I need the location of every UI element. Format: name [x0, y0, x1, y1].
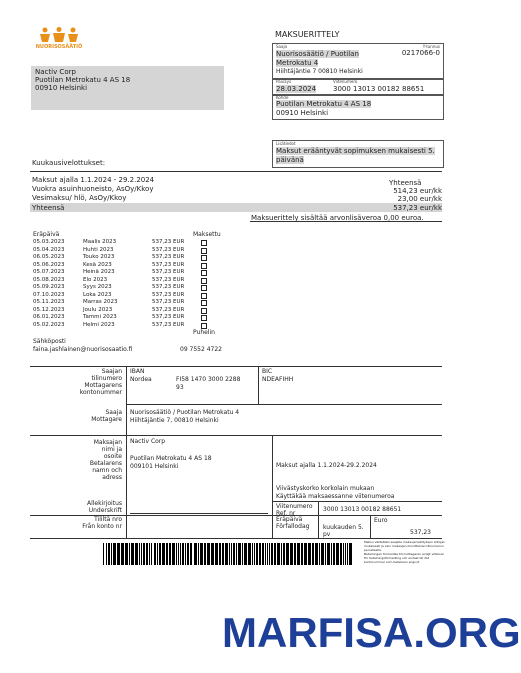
barcode-bar [157, 543, 158, 565]
logo-figures-icon [39, 27, 79, 43]
installment-amount: 537,23 EUR [152, 284, 185, 290]
schedule-row [33, 277, 223, 284]
barcode-bar [256, 543, 258, 565]
due-value [323, 524, 364, 538]
due-date: 05.09.2023 [33, 284, 65, 290]
schedule-row [33, 239, 223, 246]
due-date: 05.06.2023 [33, 261, 65, 268]
reference-number: 3000 13013 00182 88651 [333, 85, 425, 93]
fineprint-line: kontonummer som betalaren angivit. [364, 560, 420, 564]
sender-label: Saaja [276, 44, 288, 49]
barcode-bar [286, 543, 289, 565]
schedule-row [33, 269, 223, 276]
barcode-bar [108, 543, 110, 565]
notes-label: Lisätiedot [276, 141, 296, 146]
barcode-bar [308, 543, 311, 565]
barcode-bar [166, 543, 168, 565]
iban-label: IBAN [130, 368, 145, 375]
due-date: 05.11.2023 [33, 299, 65, 305]
contact-email: faina.jashlainen@nuorisosaatio.fi [33, 346, 133, 353]
billing-month: Maalis 2023 [83, 239, 117, 245]
summary-heading: Kuukausivelottukset: [32, 159, 106, 167]
date-label: Päiväys [276, 79, 292, 84]
late-interest-line-2: Käyttäkää maksaessanne viitenumeroa [276, 493, 395, 500]
barcode-bar [331, 543, 332, 565]
installment-amount: 537,23 EUR [152, 254, 185, 260]
object-label: Kohde [276, 95, 289, 100]
billing-month: Huhti 2023 [83, 246, 114, 253]
barcode-bar [290, 543, 293, 565]
label-line: Från konto nr [82, 523, 122, 530]
object-line-2: 00910 Helsinki [276, 109, 329, 117]
label-line: Allekirjoitus [86, 500, 122, 507]
sender-line-3: Hiihtäjäntie 7 00810 Helsinki [276, 68, 363, 75]
barcode-bar [185, 543, 186, 565]
payer-label [40, 439, 122, 481]
barcode-bar [301, 543, 303, 565]
barcode-bar [154, 543, 156, 565]
payment-schedule [33, 239, 223, 329]
schedule-row [33, 314, 223, 321]
barcode-bar [141, 543, 142, 565]
barcode-bar [294, 543, 296, 565]
notes-line-1: Maksut erääntyvät sopimuksen mukaisesti 5. [276, 147, 435, 155]
barcode-bar [187, 543, 189, 565]
installment-amount: 537,23 EUR [152, 299, 185, 305]
label-line: adress [102, 474, 122, 481]
summary-row-water: Vesimaksu/ hlö, AsOy/Kkoy [32, 194, 127, 202]
schedule-row [33, 254, 223, 261]
label-line: osoite [103, 453, 122, 460]
summary-period: Maksut ajalla 1.1.2024 - 29.2.2024 [32, 176, 155, 184]
reference-label: Viitenumero [333, 79, 358, 84]
bic-value: NDEAFIHH [262, 376, 294, 383]
barcode-bar [345, 543, 346, 565]
divider [318, 501, 319, 538]
barcode-bar [178, 543, 179, 565]
barcode-bar [248, 543, 251, 565]
installment-amount: 537,23 EUR [152, 306, 185, 313]
billing-month: Tammi 2023 [83, 314, 117, 320]
barcode-bar [143, 543, 145, 565]
barcode-bar [312, 543, 314, 565]
divider [30, 538, 442, 539]
paid-checkbox[interactable] [201, 293, 207, 299]
label-line: Saaja [105, 409, 122, 416]
ytunnus: 0217066-0 [401, 49, 440, 57]
schedule-due-label: Eräpäivä [33, 231, 60, 238]
schedule-paid-label: Maksettu [193, 231, 221, 238]
barcode-bar [242, 543, 243, 565]
installment-amount: 537,23 EUR [152, 246, 185, 253]
payee-account-label [40, 368, 122, 396]
due-date: 06.05.2023 [33, 254, 65, 260]
payee-line-2: Hiihtäjäntie 7, 00810 Helsinki [130, 417, 219, 424]
euro-label: Euro [374, 517, 388, 524]
billing-month: Joulu 2023 [83, 306, 113, 313]
paid-checkbox[interactable] [201, 263, 207, 269]
installment-amount: 537,23 EUR [152, 291, 185, 298]
barcode-bar [117, 543, 120, 565]
divider [126, 404, 442, 405]
barcode-bar [265, 543, 266, 565]
label-line: Mottagare [91, 416, 122, 423]
barcode-bar [281, 543, 282, 565]
label-line: namn och [92, 467, 122, 474]
divider [272, 435, 273, 538]
payer-line-2: Puotilan Metrokatu 4 AS 18 [130, 455, 212, 462]
barcode-bar [113, 543, 116, 565]
barcode-bar [315, 543, 318, 565]
barcode-bar [211, 543, 214, 565]
due-date: 05.12.2023 [33, 306, 65, 313]
label-line: Underskrift [88, 507, 122, 514]
barcode-bar [319, 543, 320, 565]
divider [30, 435, 442, 436]
barcode-bar [254, 543, 255, 565]
divider [30, 171, 442, 172]
logo-text: NUORISOSÄÄTIÖ [35, 44, 83, 50]
divider [272, 501, 442, 502]
divider [370, 515, 371, 538]
billing-month: Marras 2023 [83, 299, 118, 305]
barcode-bar [146, 543, 148, 565]
paid-checkbox[interactable] [201, 315, 207, 321]
barcode-bar [225, 543, 228, 565]
divider [30, 366, 442, 367]
installment-amount: 537,23 EUR [152, 321, 185, 328]
signature-label [40, 500, 122, 514]
paid-checkbox[interactable] [201, 285, 207, 291]
label-line: Mottagarens [84, 382, 122, 389]
summary-total-col-label: Yhteensä [389, 179, 422, 187]
paid-checkbox[interactable] [201, 240, 207, 246]
contact-phone: 09 7552 4722 [180, 346, 222, 353]
schedule-row [33, 307, 223, 314]
recipient-city: 00910 Helsinki [35, 84, 88, 92]
barcode-bar [129, 543, 130, 565]
barcode-bar [271, 543, 273, 565]
installment-amount: 537,23 EUR [152, 269, 185, 275]
watermark: MARFISA.ORG [222, 609, 521, 656]
payer-line-1: Nactiv Corp [130, 438, 166, 445]
billing-month: Loka 2023 [83, 291, 112, 298]
schedule-row [33, 322, 223, 329]
installment-amount: 537,23 EUR [152, 239, 185, 245]
label-line: kontonummer [79, 389, 122, 396]
barcode-bar [343, 543, 344, 565]
barcode-bar [106, 543, 107, 565]
sender-line-1: Nuorisosäätiö / Puotilan [276, 50, 359, 58]
payer-line-3: 009101 Helsinki [130, 463, 179, 470]
fineprint-line: Betalningen förmedlas till mottagaren enligt villkoren [364, 552, 445, 556]
due-date: 05.03.2023 [33, 239, 65, 245]
fineprint [364, 540, 446, 564]
fineprint-line: Maksu välitetään saajalle maksujenvälityksen ehtojen [364, 540, 446, 544]
ytunnus-label: Y-tunnus [422, 44, 440, 49]
barcode-bar [347, 543, 348, 565]
label-line: Betalarens [89, 460, 122, 467]
summary-total-amount: 537,23 eur/kk [393, 204, 442, 212]
barcode-bar [180, 543, 181, 565]
label-line: Maksajan [93, 439, 122, 446]
barcode-bar [340, 543, 342, 565]
late-interest-line-1: Viivästyskorko korkolain mukaan [276, 485, 375, 492]
recipient-address [31, 66, 224, 110]
installment-amount: 537,23 EUR [152, 261, 185, 268]
barcode-bar [219, 543, 221, 565]
giro-reference: 3000 13013 00182 88651 [323, 506, 402, 513]
summary-amount-water: 23,00 eur/kk [397, 195, 442, 203]
bic-label: BIC [262, 368, 273, 375]
barcode-bar [207, 543, 210, 565]
iban-value: FI58 1470 3000 2288 [176, 376, 241, 383]
barcode-bar [198, 543, 199, 565]
billing-month: Heinä 2023 [83, 269, 115, 275]
barcode-bar [333, 543, 335, 565]
barcode-bar [244, 543, 247, 565]
barcode-bar [162, 543, 165, 565]
barcode-bar [262, 543, 264, 565]
barcode-bar [182, 543, 184, 565]
barcode-bar [269, 543, 270, 565]
bank-name: Nordea [130, 376, 152, 383]
divider [258, 366, 259, 404]
barcode-bar [204, 543, 206, 565]
object-box [272, 94, 444, 120]
barcode-bar [321, 543, 324, 565]
signature-line [130, 513, 268, 514]
billing-month: Helmi 2023 [83, 321, 115, 328]
payee-label [40, 409, 122, 423]
logo [30, 27, 88, 57]
label-line: Viitenumero [276, 503, 313, 510]
summary-total-label: Yhteensä [32, 204, 65, 212]
barcode-bar [327, 543, 330, 565]
barcode-bar [297, 543, 300, 565]
barcode [103, 543, 353, 565]
notes-box [272, 140, 444, 168]
label-line: Förfallodag [276, 523, 310, 530]
fineprint-line: mukaisesti ja vain maksajan ilmoittaman tilinumeron [364, 544, 444, 548]
schedule-row [33, 262, 223, 269]
divider [250, 221, 442, 222]
billing-month: Kesä 2023 [83, 261, 112, 268]
paid-checkbox[interactable] [201, 270, 207, 276]
paid-checkbox[interactable] [201, 255, 207, 261]
paid-checkbox[interactable] [201, 323, 207, 329]
invoice-date: 28.03.2024 [276, 85, 317, 93]
payment-period: Maksut ajalla 1.1.2024-29.2.2024 [276, 462, 377, 469]
object-line-1: Puotilan Metrokatu 4 AS 18 [276, 100, 372, 108]
barcode-bar [200, 543, 203, 565]
barcode-bar [349, 543, 352, 565]
label-line: kuukauden 5. [323, 524, 364, 531]
label-line: Saajan [101, 368, 122, 375]
barcode-bar [259, 543, 261, 565]
barcode-bar [233, 543, 235, 565]
divider [126, 366, 127, 538]
barcode-bar [238, 543, 241, 565]
schedule-phone-label: Puhelin [193, 329, 215, 336]
paid-checkbox[interactable] [201, 248, 207, 254]
label-line: Eräpäivä [276, 516, 303, 523]
paid-checkbox[interactable] [201, 300, 207, 306]
barcode-bar [190, 543, 192, 565]
euro-value: 537,23 [410, 529, 431, 536]
barcode-bar [229, 543, 230, 565]
billing-month: Touko 2023 [83, 254, 115, 260]
barcode-bar [135, 543, 138, 565]
label-line: nimi ja [101, 446, 122, 453]
barcode-bar [283, 543, 285, 565]
sender-line-2: Metrokatu 4 [276, 59, 319, 67]
due-date: 07.10.2023 [33, 291, 65, 298]
barcode-bar [252, 543, 253, 565]
barcode-bar [131, 543, 134, 565]
recipient-name: Nactiv Corp [35, 68, 76, 76]
from-account-label [40, 516, 122, 530]
payee-line-1: Nuorisosäätiö / Puotilan Metrokatu 4 [130, 409, 240, 416]
summary-total-row [30, 203, 442, 212]
barcode-bar [159, 543, 161, 565]
barcode-bar [125, 543, 128, 565]
due-date: 06.01.2023 [33, 314, 65, 320]
barcode-bar [172, 543, 175, 565]
due-date: 05.08.2023 [33, 276, 65, 283]
sender-box [272, 43, 444, 80]
barcode-bar [139, 543, 140, 565]
label-line: tilinumero [91, 375, 122, 382]
fineprint-line: för betalningsförmedling och endast till det [364, 556, 430, 560]
barcode-bar [277, 543, 280, 565]
email-label: Sähköposti [33, 338, 66, 345]
billing-month: Elo 2023 [83, 276, 108, 283]
schedule-row [33, 299, 223, 306]
summary-amount-rent: 514,23 eur/kk [393, 187, 442, 195]
barcode-bar [336, 543, 339, 565]
due-date: 05.04.2023 [33, 246, 65, 253]
barcode-bar [215, 543, 218, 565]
label-line: pv [323, 531, 331, 538]
barcode-bar [111, 543, 112, 565]
label-line: Tililtä nro [94, 516, 122, 523]
due-date: 05.02.2023 [33, 321, 65, 328]
recipient-street: Puotilan Metrokatu 4 AS 18 [35, 76, 131, 84]
barcode-bar [194, 543, 197, 565]
barcode-bar [176, 543, 177, 565]
notes-line-2: päivänä [276, 156, 304, 164]
paid-checkbox[interactable] [201, 308, 207, 314]
fineprint-line: perusteella. [364, 548, 382, 552]
billing-month: Syys 2023 [83, 284, 112, 290]
paid-checkbox[interactable] [201, 278, 207, 284]
summary-row-rent: Vuokra asuinhuoneisto, AsOy/Kkoy [32, 185, 154, 193]
barcode-bar [236, 543, 237, 565]
barcode-bar [304, 543, 307, 565]
due-label [276, 516, 309, 530]
schedule-row [33, 292, 223, 299]
installment-amount: 537,23 EUR [152, 276, 185, 283]
barcode-bar [149, 543, 150, 565]
barcode-bar [169, 543, 171, 565]
installment-amount: 537,23 EUR [152, 314, 185, 320]
barcode-bar [231, 543, 232, 565]
barcode-bar [325, 543, 326, 565]
due-date: 05.07.2023 [33, 269, 65, 275]
schedule-row [33, 247, 223, 254]
schedule-row [33, 284, 223, 291]
barcode-bar [267, 543, 268, 565]
label-line: Ref. nr [276, 510, 296, 517]
barcode-bar [103, 543, 104, 565]
barcode-bar [274, 543, 276, 565]
document-title: MAKSUERITTELY [275, 30, 340, 39]
iban-value-cont: 93 [176, 384, 184, 391]
barcode-bar [121, 543, 124, 565]
barcode-bar [151, 543, 152, 565]
barcode-bar [222, 543, 224, 565]
vat-note: Maksuerittely sisältää arvonlisäveroa 0,00 euroa. [251, 214, 424, 222]
